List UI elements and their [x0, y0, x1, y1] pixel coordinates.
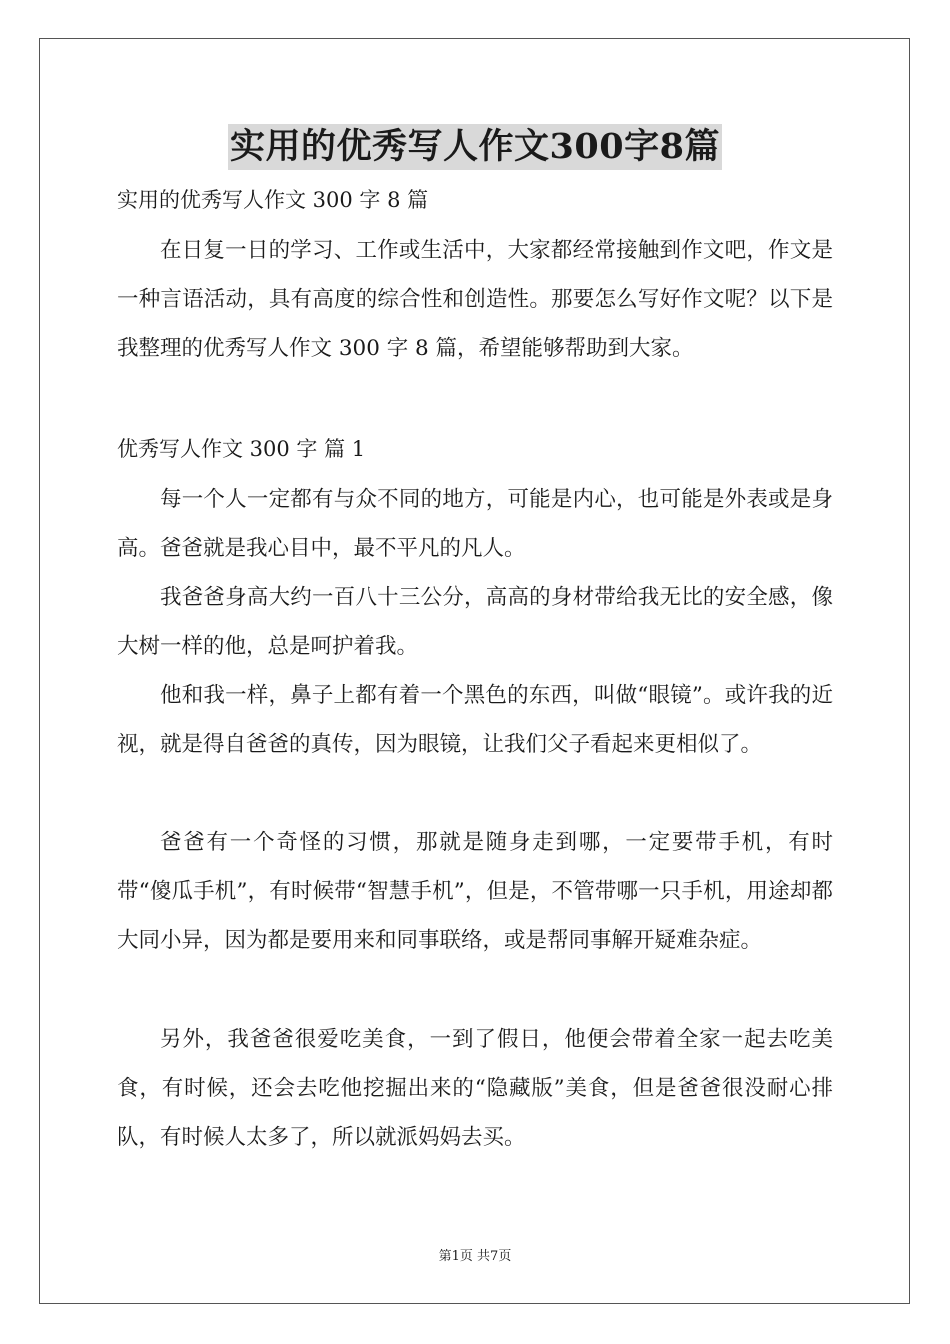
body-paragraph-4: 爸爸有一个奇怪的习惯，那就是随身走到哪，一定要带手机，有时带“傻瓜手机”，有时候带“智慧手机”，但是，不管带哪一只手机，用途却都大同小异，因为都是要用来和同事联络，或是帮同事解开疑难杂症。 — [117, 830, 833, 954]
document-title: 实用的优秀写人作文300字8篇 — [0, 124, 950, 170]
body-paragraph-5: 另外，我爸爸很爱吃美食，一到了假日，他便会带着全家一起去吃美食，有时候，还会去吃他挖掘出来的“隐藏版”美食，但是爸爸很没耐心排队，有时候人太多了，所以就派妈妈去买。 — [117, 1027, 833, 1151]
page-footer: 第1页 共7页 — [438, 1249, 512, 1264]
body-paragraph-1: 每一个人一定都有与众不同的地方，可能是内心，也可能是外表或是身高。爸爸就是我心目中，最不平凡的凡人。 — [117, 487, 833, 562]
section-heading: 优秀写人作文 300 字 篇 1 — [117, 437, 366, 461]
document-subtitle: 实用的优秀写人作文 300 字 8 篇 — [117, 188, 429, 212]
intro-paragraph: 在日复一日的学习、工作或生活中，大家都经常接触到作文吧，作文是一种言语活动，具有高度的综合性和创造性。那要怎么写好作文呢？以下是我整理的优秀写人作文 300 字 8 篇，希望能够帮助到大家。 — [117, 238, 833, 362]
body-paragraph-3: 他和我一样，鼻子上都有着一个黑色的东西，叫做“眼镜”。或许我的近视，就是得自爸爸的真传，因为眼镜，让我们父子看起来更相似了。 — [117, 683, 833, 758]
body-paragraph-2: 我爸爸身高大约一百八十三公分，高高的身材带给我无比的安全感，像大树一样的他，总是呵护着我。 — [117, 585, 833, 660]
